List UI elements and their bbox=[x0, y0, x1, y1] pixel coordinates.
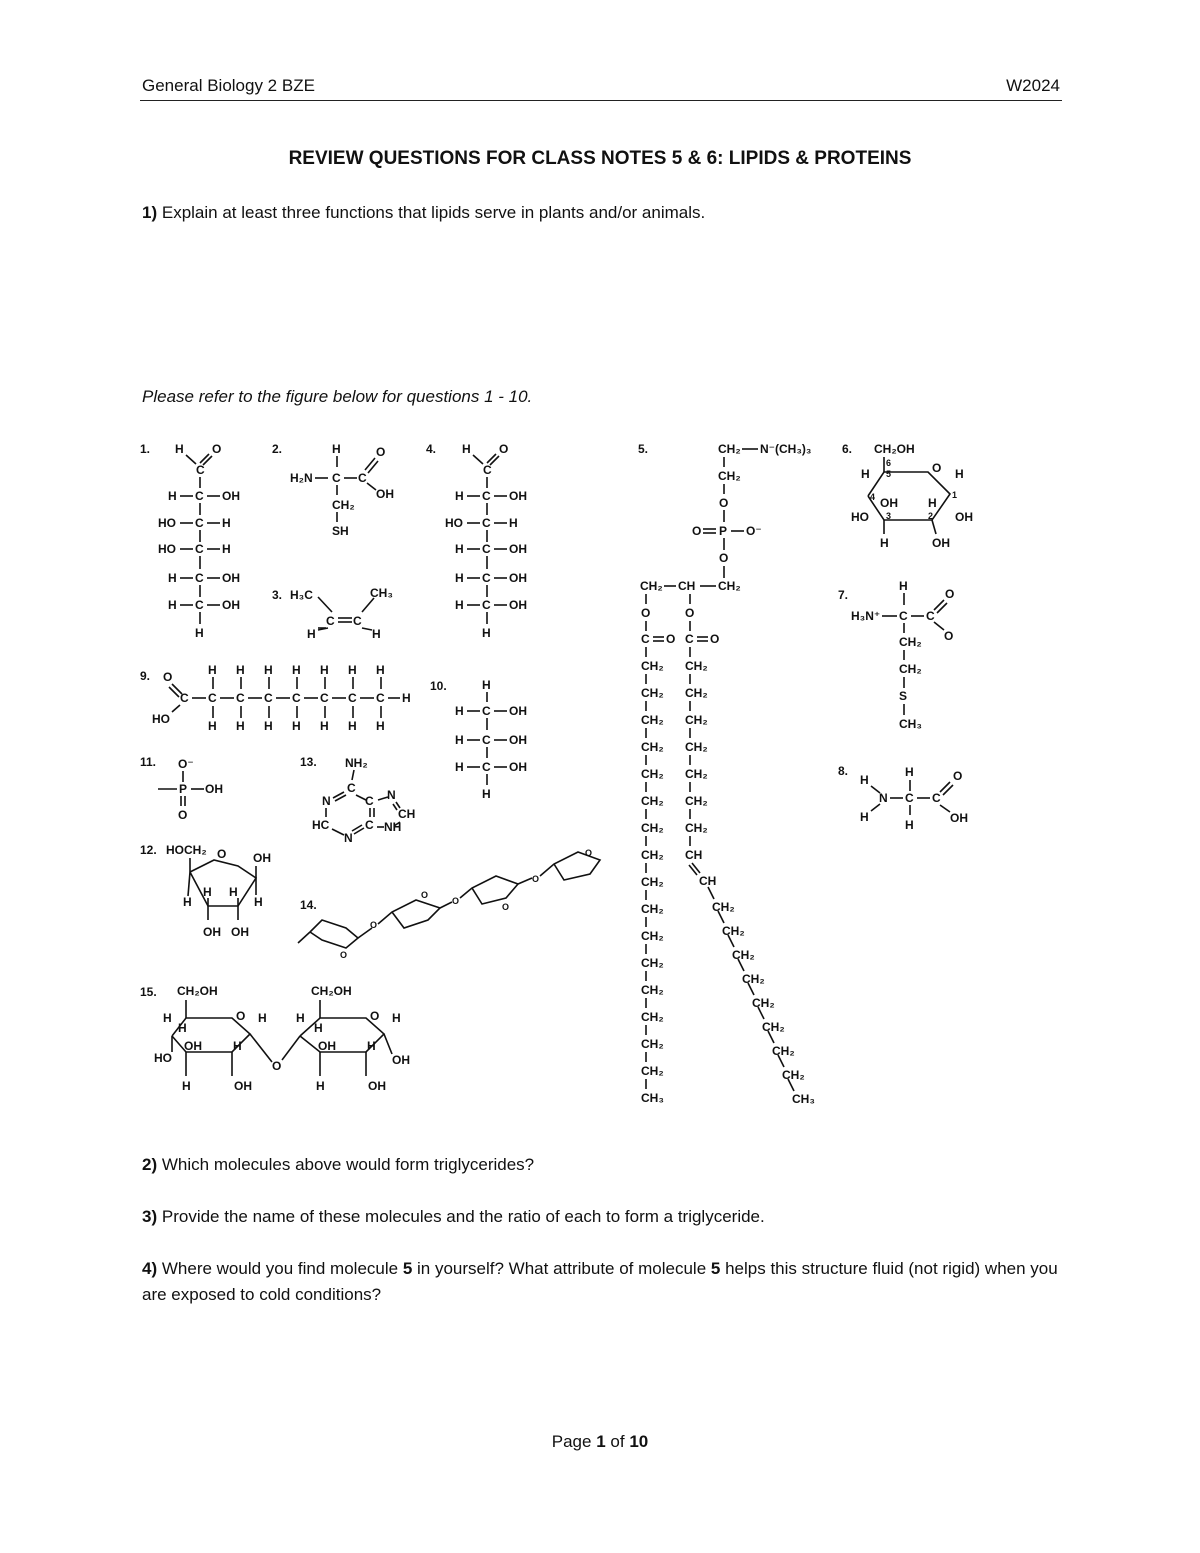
svg-text:H: H bbox=[314, 1021, 323, 1035]
svg-text:H: H bbox=[455, 733, 464, 747]
svg-text:H: H bbox=[264, 719, 273, 733]
svg-text:O: O bbox=[641, 606, 651, 620]
molecule-label-15: 15. bbox=[140, 985, 157, 999]
svg-text:O: O bbox=[666, 632, 676, 646]
svg-text:OH: OH bbox=[205, 782, 223, 796]
molecule-label-3: 3. bbox=[272, 588, 283, 602]
svg-text:OH: OH bbox=[368, 1079, 386, 1093]
molecule-5 bbox=[638, 442, 815, 1106]
svg-text:C: C bbox=[905, 791, 914, 805]
svg-text:C: C bbox=[482, 598, 491, 612]
svg-text:C: C bbox=[347, 781, 356, 795]
footer-page-word: Page bbox=[551, 1432, 592, 1451]
svg-text:4: 4 bbox=[870, 492, 876, 502]
svg-text:N: N bbox=[322, 794, 331, 808]
svg-text:OH: OH bbox=[203, 925, 221, 939]
svg-text:H: H bbox=[254, 895, 263, 909]
svg-text:C: C bbox=[482, 733, 491, 747]
svg-text:CH₂: CH₂ bbox=[899, 635, 922, 649]
svg-text:C: C bbox=[358, 471, 367, 485]
svg-text:O: O bbox=[710, 632, 720, 646]
svg-text:C: C bbox=[195, 489, 204, 503]
molecule-15 bbox=[140, 984, 410, 1093]
svg-text:C: C bbox=[365, 794, 374, 808]
svg-text:CH₂: CH₂ bbox=[685, 767, 708, 781]
svg-text:6: 6 bbox=[886, 458, 892, 468]
svg-text:CH₂: CH₂ bbox=[685, 821, 708, 835]
svg-text:CH: CH bbox=[685, 848, 703, 862]
question-text-part-c: helps this structure fluid (not rigid) when you are exposed to cold conditions? bbox=[142, 1259, 1058, 1304]
molecule-label-7: 7. bbox=[838, 588, 849, 602]
svg-text:H: H bbox=[955, 467, 964, 481]
svg-text:C: C bbox=[641, 632, 650, 646]
svg-text:C: C bbox=[685, 632, 694, 646]
svg-text:CH₂: CH₂ bbox=[641, 929, 664, 943]
svg-text:OH: OH bbox=[376, 487, 394, 501]
svg-text:CH₂: CH₂ bbox=[742, 972, 765, 986]
svg-text:CH₂: CH₂ bbox=[641, 821, 664, 835]
svg-text:C: C bbox=[332, 471, 341, 485]
svg-text:HO: HO bbox=[152, 712, 170, 726]
svg-text:P: P bbox=[719, 524, 728, 538]
question-text: Provide the name of these molecules and the ratio of each to form a triglyceride. bbox=[161, 1207, 765, 1226]
svg-text:H: H bbox=[178, 1021, 187, 1035]
svg-text:H: H bbox=[292, 719, 301, 733]
svg-text:C: C bbox=[208, 691, 217, 705]
question-number: 2) bbox=[142, 1155, 158, 1174]
svg-text:CH₂: CH₂ bbox=[641, 659, 664, 673]
page-title: REVIEW QUESTIONS FOR CLASS NOTES 5 & 6: LIPIDS & PROTEINS bbox=[288, 148, 912, 169]
svg-text:C: C bbox=[926, 609, 935, 623]
molecule-label-2: 2. bbox=[272, 442, 283, 456]
svg-text:OH: OH bbox=[509, 542, 527, 556]
molecule-10 bbox=[430, 678, 527, 801]
svg-text:CH₂: CH₂ bbox=[641, 902, 664, 916]
svg-text:H: H bbox=[509, 516, 518, 530]
header-course: General Biology 2 BZE bbox=[142, 76, 315, 95]
svg-text:C: C bbox=[196, 463, 205, 477]
svg-text:H: H bbox=[860, 773, 869, 787]
svg-text:O: O bbox=[452, 896, 460, 906]
svg-text:C: C bbox=[348, 691, 357, 705]
svg-text:H: H bbox=[258, 1011, 267, 1025]
molecule-11 bbox=[140, 755, 223, 822]
svg-text:CH₂: CH₂ bbox=[641, 740, 664, 754]
svg-text:C: C bbox=[365, 818, 374, 832]
svg-text:C: C bbox=[932, 791, 941, 805]
svg-text:CH₂: CH₂ bbox=[641, 686, 664, 700]
svg-text:OH: OH bbox=[234, 1079, 252, 1093]
svg-text:H: H bbox=[316, 1079, 325, 1093]
svg-text:H: H bbox=[861, 467, 870, 481]
svg-text:H: H bbox=[402, 691, 411, 705]
svg-text:O: O bbox=[585, 848, 593, 858]
svg-text:H: H bbox=[348, 663, 357, 677]
svg-text:H: H bbox=[264, 663, 273, 677]
svg-text:H: H bbox=[348, 719, 357, 733]
molecule-9 bbox=[140, 663, 411, 733]
question-text-part-a: Where would you find molecule bbox=[161, 1259, 403, 1278]
svg-text:CH₂: CH₂ bbox=[641, 794, 664, 808]
svg-text:CH₂: CH₂ bbox=[899, 662, 922, 676]
svg-text:C: C bbox=[482, 489, 491, 503]
question-4 bbox=[142, 1256, 1062, 1308]
svg-text:OH: OH bbox=[950, 811, 968, 825]
question-number: 1) bbox=[142, 203, 158, 222]
svg-text:O: O bbox=[236, 1009, 246, 1023]
svg-text:H: H bbox=[320, 719, 329, 733]
svg-text:CH: CH bbox=[699, 874, 717, 888]
svg-text:CH₂: CH₂ bbox=[641, 983, 664, 997]
svg-text:CH₃: CH₃ bbox=[641, 1091, 664, 1105]
molecule-2 bbox=[272, 442, 394, 538]
svg-text:HO: HO bbox=[158, 516, 176, 530]
svg-text:H: H bbox=[183, 895, 192, 909]
svg-text:HO: HO bbox=[158, 542, 176, 556]
molecule-label-1: 1. bbox=[140, 442, 151, 456]
svg-text:O: O bbox=[370, 1009, 380, 1023]
molecule-label-10: 10. bbox=[430, 679, 447, 693]
molecule-label-5: 5. bbox=[638, 442, 649, 456]
svg-text:CH₂: CH₂ bbox=[772, 1044, 795, 1058]
svg-text:H: H bbox=[222, 542, 231, 556]
svg-text:CH₂: CH₂ bbox=[641, 875, 664, 889]
svg-text:H: H bbox=[455, 704, 464, 718]
svg-text:OH: OH bbox=[509, 598, 527, 612]
molecule-8 bbox=[838, 764, 968, 832]
molecule-ref: 5 bbox=[710, 1259, 721, 1278]
svg-text:C: C bbox=[899, 609, 908, 623]
svg-text:HO: HO bbox=[445, 516, 463, 530]
svg-text:OH: OH bbox=[509, 571, 527, 585]
svg-text:CH₂: CH₂ bbox=[641, 1037, 664, 1051]
svg-text:OH: OH bbox=[932, 536, 950, 550]
molecule-4 bbox=[426, 442, 527, 640]
svg-text:C: C bbox=[195, 571, 204, 585]
svg-text:H₃N⁺: H₃N⁺ bbox=[851, 609, 881, 623]
svg-text:O: O bbox=[945, 587, 955, 601]
svg-text:H: H bbox=[236, 719, 245, 733]
svg-text:CH₂: CH₂ bbox=[732, 948, 755, 962]
svg-text:H: H bbox=[292, 663, 301, 677]
svg-text:C: C bbox=[482, 542, 491, 556]
question-3 bbox=[142, 1204, 1062, 1230]
svg-text:OH: OH bbox=[231, 925, 249, 939]
svg-text:O: O bbox=[932, 461, 942, 475]
svg-text:H: H bbox=[372, 627, 381, 641]
molecule-label-14: 14. bbox=[300, 898, 317, 912]
svg-text:CH₃: CH₃ bbox=[899, 717, 922, 731]
svg-text:O: O bbox=[217, 847, 227, 861]
svg-text:O⁻: O⁻ bbox=[746, 524, 762, 538]
svg-text:C: C bbox=[195, 516, 204, 530]
question-number: 4) bbox=[142, 1259, 158, 1278]
svg-text:OH: OH bbox=[222, 598, 240, 612]
svg-text:CH₂: CH₂ bbox=[641, 956, 664, 970]
svg-text:H: H bbox=[208, 663, 217, 677]
svg-text:C: C bbox=[320, 691, 329, 705]
svg-text:5: 5 bbox=[886, 469, 892, 479]
question-text-part-b: in yourself? What attribute of molecule bbox=[412, 1259, 711, 1278]
svg-text:H: H bbox=[482, 678, 491, 692]
svg-text:O: O bbox=[212, 442, 222, 456]
molecule-label-12: 12. bbox=[140, 843, 157, 857]
svg-text:H: H bbox=[175, 442, 184, 456]
footer-page-number: 1 bbox=[596, 1432, 606, 1451]
svg-text:H: H bbox=[296, 1011, 305, 1025]
svg-text:CH₃: CH₃ bbox=[370, 586, 393, 600]
molecule-label-13: 13. bbox=[300, 755, 317, 769]
molecule-label-6: 6. bbox=[842, 442, 853, 456]
svg-text:3: 3 bbox=[886, 511, 892, 521]
svg-text:O: O bbox=[532, 874, 540, 884]
svg-text:O: O bbox=[719, 551, 729, 565]
svg-text:O: O bbox=[944, 629, 954, 643]
svg-text:O: O bbox=[719, 496, 729, 510]
page-footer bbox=[0, 1432, 1200, 1452]
svg-text:H: H bbox=[905, 765, 914, 779]
molecule-label-11: 11. bbox=[140, 755, 157, 769]
svg-text:H: H bbox=[320, 663, 329, 677]
svg-text:H: H bbox=[392, 1011, 401, 1025]
svg-text:2: 2 bbox=[928, 511, 934, 521]
svg-text:O: O bbox=[692, 524, 702, 538]
svg-text:HC: HC bbox=[312, 818, 330, 832]
svg-text:H: H bbox=[195, 626, 204, 640]
svg-text:C: C bbox=[180, 691, 189, 705]
svg-text:C: C bbox=[353, 614, 362, 628]
svg-text:CH₂: CH₂ bbox=[712, 900, 735, 914]
svg-text:CH₂: CH₂ bbox=[685, 659, 708, 673]
molecule-12 bbox=[140, 843, 271, 939]
svg-text:C: C bbox=[482, 516, 491, 530]
svg-text:H: H bbox=[332, 442, 341, 456]
svg-text:OH: OH bbox=[509, 489, 527, 503]
svg-text:CH₂: CH₂ bbox=[718, 579, 741, 593]
svg-text:O: O bbox=[272, 1059, 282, 1073]
svg-text:O: O bbox=[163, 670, 173, 684]
svg-text:H: H bbox=[208, 719, 217, 733]
svg-text:HO: HO bbox=[851, 510, 869, 524]
svg-text:H: H bbox=[376, 663, 385, 677]
svg-text:NH₂: NH₂ bbox=[345, 756, 368, 770]
svg-text:C: C bbox=[292, 691, 301, 705]
svg-text:OH: OH bbox=[880, 496, 898, 510]
molecule-6 bbox=[842, 442, 973, 550]
svg-text:O: O bbox=[499, 442, 509, 456]
svg-text:CH₂: CH₂ bbox=[685, 794, 708, 808]
svg-text:O: O bbox=[421, 890, 429, 900]
svg-text:H: H bbox=[233, 1039, 242, 1053]
svg-text:C: C bbox=[376, 691, 385, 705]
svg-text:CH₂: CH₂ bbox=[641, 767, 664, 781]
svg-text:CH₂: CH₂ bbox=[332, 498, 355, 512]
svg-text:H: H bbox=[168, 598, 177, 612]
svg-text:C: C bbox=[195, 598, 204, 612]
svg-text:H: H bbox=[229, 885, 238, 899]
svg-text:H: H bbox=[455, 489, 464, 503]
svg-text:OH: OH bbox=[222, 571, 240, 585]
svg-text:P: P bbox=[179, 782, 188, 796]
svg-text:OH: OH bbox=[392, 1053, 410, 1067]
molecule-13 bbox=[300, 755, 415, 845]
svg-text:O: O bbox=[370, 920, 378, 930]
svg-text:H: H bbox=[182, 1079, 191, 1093]
svg-text:HO: HO bbox=[154, 1051, 172, 1065]
svg-text:H: H bbox=[376, 719, 385, 733]
svg-text:N: N bbox=[344, 831, 353, 845]
svg-text:C: C bbox=[195, 542, 204, 556]
svg-text:CH₃: CH₃ bbox=[792, 1092, 815, 1106]
svg-text:CH₂: CH₂ bbox=[685, 713, 708, 727]
svg-text:H: H bbox=[860, 810, 869, 824]
svg-text:C: C bbox=[482, 571, 491, 585]
molecule-7 bbox=[838, 579, 954, 731]
svg-text:H₃C: H₃C bbox=[290, 588, 313, 602]
svg-text:S: S bbox=[899, 689, 908, 703]
svg-text:OH: OH bbox=[222, 489, 240, 503]
svg-text:OH: OH bbox=[253, 851, 271, 865]
molecule-label-8: 8. bbox=[838, 764, 849, 778]
svg-text:C: C bbox=[264, 691, 273, 705]
svg-text:CH₂: CH₂ bbox=[685, 686, 708, 700]
svg-text:O: O bbox=[502, 902, 510, 912]
svg-text:SH: SH bbox=[332, 524, 349, 538]
svg-text:H: H bbox=[236, 663, 245, 677]
svg-text:CH₂: CH₂ bbox=[685, 740, 708, 754]
svg-text:O: O bbox=[340, 950, 348, 960]
svg-text:H: H bbox=[163, 1011, 172, 1025]
svg-text:CH₂OH: CH₂OH bbox=[874, 442, 915, 456]
svg-text:OH: OH bbox=[318, 1039, 336, 1053]
molecule-label-4: 4. bbox=[426, 442, 437, 456]
header-term: W2024 bbox=[1006, 76, 1060, 95]
svg-text:NH: NH bbox=[384, 820, 402, 834]
svg-text:H: H bbox=[222, 516, 231, 530]
svg-text:H: H bbox=[455, 571, 464, 585]
svg-text:CH₂: CH₂ bbox=[752, 996, 775, 1010]
svg-text:CH₂OH: CH₂OH bbox=[311, 984, 352, 998]
svg-text:O: O bbox=[953, 769, 963, 783]
svg-text:H: H bbox=[928, 496, 937, 510]
svg-text:H: H bbox=[462, 442, 471, 456]
svg-text:N⁻(CH₃)₃: N⁻(CH₃)₃ bbox=[760, 442, 812, 456]
svg-text:H: H bbox=[203, 885, 212, 899]
svg-text:H: H bbox=[455, 598, 464, 612]
svg-text:H: H bbox=[168, 571, 177, 585]
svg-text:CH: CH bbox=[678, 579, 696, 593]
svg-text:H: H bbox=[880, 536, 889, 550]
svg-text:CH₂: CH₂ bbox=[718, 469, 741, 483]
svg-text:C: C bbox=[482, 760, 491, 774]
svg-text:CH₂: CH₂ bbox=[722, 924, 745, 938]
svg-text:OH: OH bbox=[509, 760, 527, 774]
svg-text:CH₂: CH₂ bbox=[641, 1010, 664, 1024]
svg-text:C: C bbox=[482, 704, 491, 718]
question-text: Explain at least three functions that lipids serve in plants and/or animals. bbox=[161, 203, 706, 222]
svg-text:CH₂: CH₂ bbox=[782, 1068, 805, 1082]
svg-text:CH: CH bbox=[398, 807, 416, 821]
svg-text:H: H bbox=[168, 489, 177, 503]
molecule-label-9: 9. bbox=[140, 669, 151, 683]
molecule-14 bbox=[298, 848, 600, 960]
svg-text:H: H bbox=[905, 818, 914, 832]
svg-text:CH₂: CH₂ bbox=[641, 713, 664, 727]
svg-text:H: H bbox=[307, 627, 316, 641]
svg-text:H: H bbox=[899, 579, 908, 593]
figure-note: Please refer to the figure below for questions 1 - 10. bbox=[142, 387, 533, 406]
svg-text:OH: OH bbox=[184, 1039, 202, 1053]
footer-page-total: 10 bbox=[629, 1432, 649, 1451]
svg-text:H: H bbox=[367, 1039, 376, 1053]
svg-text:CH₂: CH₂ bbox=[641, 1064, 664, 1078]
svg-text:HOCH₂: HOCH₂ bbox=[166, 843, 207, 857]
svg-text:C: C bbox=[236, 691, 245, 705]
svg-text:H: H bbox=[482, 787, 491, 801]
svg-text:CH₂: CH₂ bbox=[718, 442, 741, 456]
svg-text:C: C bbox=[483, 463, 492, 477]
svg-text:H: H bbox=[455, 542, 464, 556]
svg-text:OH: OH bbox=[509, 704, 527, 718]
molecule-1 bbox=[140, 442, 240, 640]
question-number: 3) bbox=[142, 1207, 158, 1226]
footer-of-word: of bbox=[610, 1432, 625, 1451]
svg-text:H₂N: H₂N bbox=[290, 471, 313, 485]
molecule-3 bbox=[272, 586, 393, 641]
svg-text:O: O bbox=[685, 606, 695, 620]
svg-text:O: O bbox=[178, 808, 188, 822]
svg-text:H: H bbox=[455, 760, 464, 774]
svg-text:CH₂OH: CH₂OH bbox=[177, 984, 218, 998]
svg-text:OH: OH bbox=[509, 733, 527, 747]
svg-text:O: O bbox=[376, 445, 386, 459]
svg-text:N: N bbox=[387, 788, 396, 802]
svg-text:CH₂: CH₂ bbox=[641, 848, 664, 862]
svg-text:OH: OH bbox=[955, 510, 973, 524]
question-2 bbox=[142, 1152, 1062, 1178]
svg-text:H: H bbox=[482, 626, 491, 640]
svg-text:O⁻: O⁻ bbox=[178, 757, 194, 771]
molecule-ref: 5 bbox=[402, 1259, 413, 1278]
svg-text:C: C bbox=[326, 614, 335, 628]
svg-text:N: N bbox=[879, 791, 888, 805]
question-text: Which molecules above would form triglycerides? bbox=[161, 1155, 535, 1174]
svg-text:CH₂: CH₂ bbox=[640, 579, 663, 593]
svg-text:1: 1 bbox=[952, 490, 958, 500]
svg-text:CH₂: CH₂ bbox=[762, 1020, 785, 1034]
